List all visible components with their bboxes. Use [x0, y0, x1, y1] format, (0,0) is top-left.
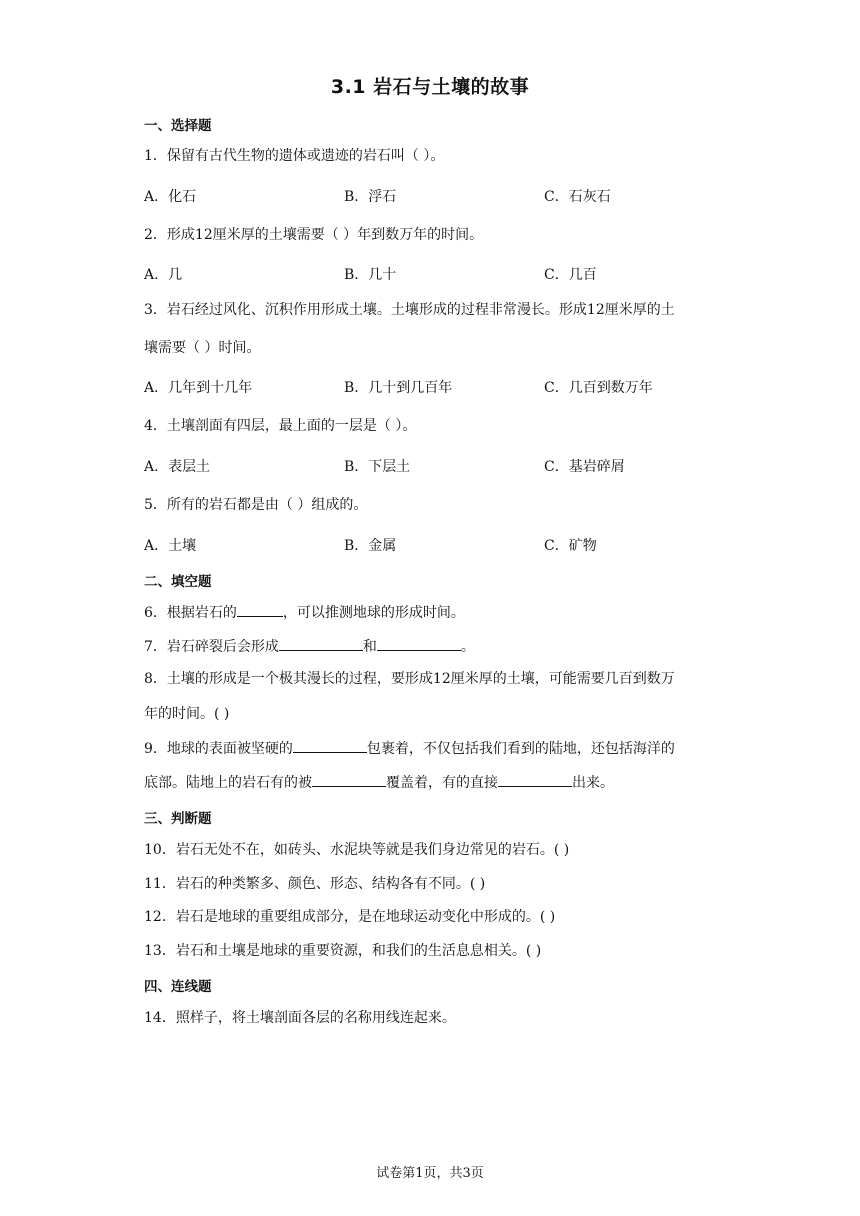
option-c: C．几百 — [544, 267, 597, 283]
answer-blank[interactable] — [237, 602, 283, 617]
option-b: B．浮石 — [344, 189, 397, 205]
question-4-options — [144, 456, 744, 476]
question-6-post: ，可以推测地球的形成时间。 — [282, 605, 465, 621]
question-3-line-1: 3．岩石经过风化、沉积作用形成土壤。土壤形成的过程非常漫长。形成12厘米厚的土 — [144, 302, 675, 318]
question-7 — [144, 636, 475, 657]
section-heading-fill: 二、填空题 — [144, 574, 212, 590]
question-9-line-1 — [144, 738, 675, 759]
option-c: C．石灰石 — [544, 189, 611, 205]
option-c: C．矿物 — [544, 538, 597, 554]
option-b: B．金属 — [344, 538, 397, 554]
question-14: 14．照样子，将土壤剖面各层的名称用线连起来。 — [144, 1010, 456, 1026]
question-3-line-2: 壤需要（ ）时间。 — [144, 340, 261, 356]
question-10: 10．岩石无处不在，如砖头、水泥块等就是我们身边常见的岩石。( ) — [144, 842, 570, 858]
question-11: 11．岩石的种类繁多、颜色、形态、结构各有不同。( ) — [144, 876, 486, 892]
section-heading-judge: 三、判断题 — [144, 811, 212, 827]
section-heading-choice: 一、选择题 — [144, 118, 212, 134]
question-1-options — [144, 186, 744, 206]
question-2: 2．形成12厘米厚的土壤需要（ ）年到数万年的时间。 — [144, 227, 484, 243]
answer-blank[interactable] — [293, 738, 367, 753]
question-7-mid: 和 — [362, 639, 377, 655]
question-9-l1-post: 包裹着，不仅包括我们看到的陆地，还包括海洋的 — [366, 741, 675, 757]
question-7-post: 。 — [460, 639, 475, 655]
question-4: 4．土壤剖面有四层，最上面的一层是（ ）。 — [144, 418, 417, 434]
question-7-pre: 7．岩石碎裂后会形成 — [144, 639, 279, 655]
question-3-options — [144, 377, 744, 397]
question-6-pre: 6．根据岩石的 — [144, 605, 237, 621]
question-5: 5．所有的岩石都是由（ ）组成的。 — [144, 497, 368, 513]
option-b: B．几十到几百年 — [344, 380, 453, 396]
question-9-l2-mid: 覆盖着，有的直接 — [386, 775, 498, 791]
question-9-l2-pre: 底部。陆地上的岩石有的被 — [144, 775, 312, 791]
question-8-line-1: 8．土壤的形成是一个极其漫长的过程，要形成12厘米厚的土壤，可能需要几百到数万 — [144, 671, 675, 687]
option-b: B．几十 — [344, 267, 397, 283]
question-6 — [144, 602, 465, 623]
answer-blank[interactable] — [312, 772, 386, 787]
question-5-options — [144, 535, 744, 555]
option-b: B．下层土 — [344, 459, 411, 475]
answer-blank[interactable] — [498, 772, 572, 787]
page-footer: 试卷第1页，共3页 — [376, 1166, 484, 1181]
page-title: 3.1 岩石与土壤的故事 — [330, 76, 530, 98]
option-a: A．化石 — [144, 189, 197, 205]
question-9-l2-post: 出来。 — [572, 775, 614, 791]
question-2-options — [144, 264, 744, 284]
option-a: A．几年到十几年 — [144, 380, 253, 396]
question-13: 13．岩石和土壤是地球的重要资源，和我们的生活息息相关。( ) — [144, 943, 542, 959]
question-9-line-2 — [144, 772, 614, 793]
question-8-line-2: 年的时间。( ) — [144, 706, 230, 722]
answer-blank[interactable] — [377, 636, 461, 651]
question-1: 1．保留有古代生物的遗体或遗迹的岩石叫（ ）。 — [144, 148, 445, 164]
question-9-l1-pre: 9．地球的表面被坚硬的 — [144, 741, 293, 757]
answer-blank[interactable] — [279, 636, 363, 651]
question-12: 12．岩石是地球的重要组成部分，是在地球运动变化中形成的。( ) — [144, 909, 556, 925]
option-a: A．几 — [144, 267, 183, 283]
section-heading-match: 四、连线题 — [144, 979, 212, 995]
option-c: C．基岩碎屑 — [544, 459, 625, 475]
option-a: A．表层土 — [144, 459, 211, 475]
option-a: A．土壤 — [144, 538, 197, 554]
option-c: C．几百到数万年 — [544, 380, 653, 396]
